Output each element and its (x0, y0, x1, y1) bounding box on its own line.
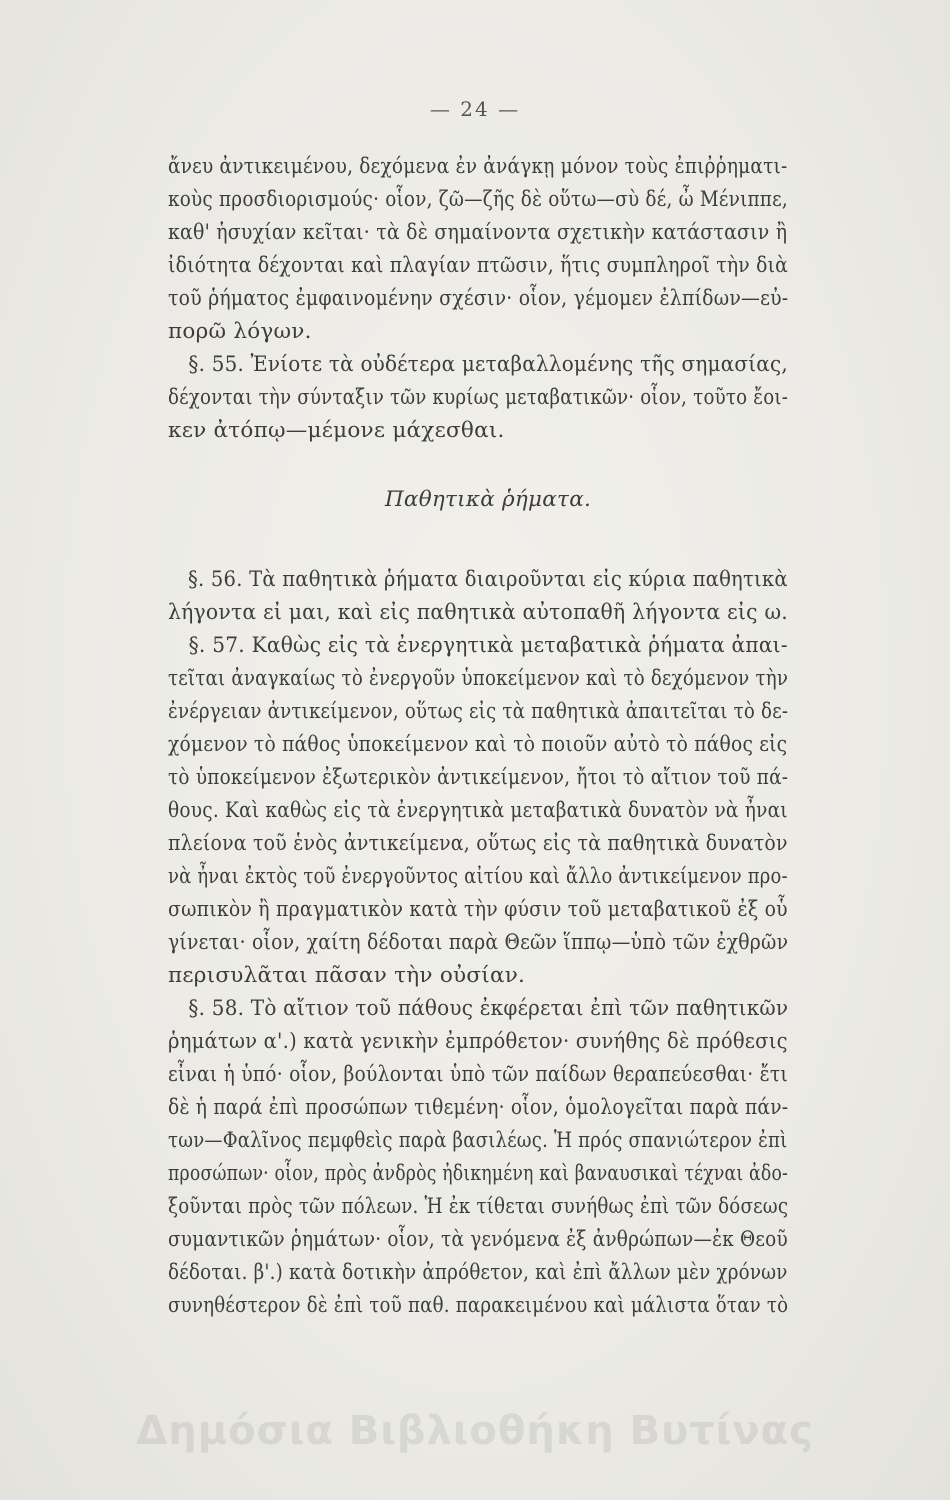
section-heading: Παθητικὰ ῥήματα. (384, 487, 592, 512)
text-line: πορῶ λόγων. (168, 319, 312, 344)
text-line: δέδοται. β'.) κατὰ δοτικὴν ἀπρόθετον, καὶ ἐπὶ ἄλλων μὲν χρόνων (168, 1260, 788, 1285)
text-line: ἰδιότητα δέχονται καὶ πλαγίαν πτῶσιν, ἥτις συμπληροῖ τὴν διὰ (168, 253, 789, 278)
text-line: σωπικὸν ἢ πραγματικὸν κατὰ τὴν φύσιν τοῦ μεταβατικοῦ ἐξ οὗ (168, 897, 788, 922)
spacer (168, 539, 768, 563)
paragraph-55-start: §. 55. Ἐνίοτε τὰ οὐδέτερα μεταβαλλομένης τῆς σημασίας, (188, 352, 788, 377)
text-line: τὸ ὑποκείμενον ἐξωτερικὸν ἀντικείμενον, ἤτοι τὸ αἴτιον τοῦ πά- (168, 765, 789, 790)
body-text (168, 150, 789, 1322)
paragraph-57-start: §. 57. Καθὼς εἰς τὰ ἐνεργητικὰ μεταβατικὰ ῥήματα ἀπαι- (188, 633, 788, 658)
text-line: περισυλᾶται πᾶσαν τὴν οὐσίαν. (168, 963, 526, 988)
spacer (168, 447, 768, 461)
paragraph-58-start: §. 58. Τὸ αἴτιον τοῦ πάθους ἐκφέρεται ἐπὶ τῶν παθητικῶν (188, 996, 789, 1021)
text-line: δέχονται τὴν σύνταξιν τῶν κυρίως μεταβατικῶν· οἷον, τοῦτο ἔοι- (168, 385, 789, 410)
text-line: πλείονα τοῦ ἑνὸς ἀντικείμενα, οὕτως εἰς τὰ παθητικὰ δυνατὸν (168, 831, 788, 856)
text-line: κοὺς προσδιορισμούς· οἷον, ζῶ—ζῆς δὲ οὕτω—σὺ δέ, ὦ Μένιππε, (168, 187, 788, 212)
text-line: εἶναι ἡ ὑπό· οἷον, βούλονται ὑπὸ τῶν παίδων θεραπεύεσθαι· ἔτι (168, 1062, 788, 1087)
text-line: ῥημάτων α'.) κατὰ γενικὴν ἐμπρόθετον· συνήθης δὲ πρόθεσις (168, 1029, 788, 1054)
text-line: κεν ἀτόπῳ—μέμονε μάχεσθαι. (168, 418, 505, 443)
text-line: νὰ ἦναι ἐκτὸς τοῦ ἐνεργοῦντος αἰτίου καὶ ἄλλο ἀντικείμενον προ- (168, 864, 788, 889)
text-line: χόμενον τὸ πάθος ὑποκείμενον καὶ τὸ ποιοῦν αὐτὸ τὸ πάθος εἰς (168, 732, 788, 757)
text-line: ἐνέργειαν ἀντικείμενον, οὕτως εἰς τὰ παθητικὰ ἀπαιτεῖται τὸ δε- (168, 699, 789, 724)
text-line: συμαντικῶν ῥημάτων· οἷον, τὰ γενόμενα ἐξ ἀνθρώπων—ἐκ Θεοῦ (168, 1227, 788, 1252)
text-line: των—Φαλῖνος πεμφθεὶς παρὰ βασιλέως. Ἡ πρός σπανιώτερον ἐπὶ (168, 1128, 788, 1153)
text-line: λήγοντα εἰ μαι, καὶ εἰς παθητικὰ αὐτοπαθῆ λήγοντα εἰς ω. (168, 600, 788, 625)
text-line: ξοῦνται πρὸς τῶν πόλεων. Ἡ ἐκ τίθεται συνήθως ἐπὶ τῶν δόσεως (168, 1194, 789, 1219)
text-line: προσώπων· οἷον, πρὸς ἀνδρὸς ἠδικημένη καὶ βαναυσικαὶ τέχναι ἀδο- (168, 1161, 789, 1186)
text-line: συνηθέστερον δὲ ἐπὶ τοῦ παθ. παρακειμένου καὶ μάλιστα ὅταν τὸ (168, 1293, 789, 1318)
text-line: τεῖται ἀναγκαίως τὸ ἐνεργοῦν ὑποκείμενον καὶ τὸ δεχόμενον τὴν (168, 666, 789, 691)
paragraph-56-start: §. 56. Τὰ παθητικὰ ῥήματα διαιροῦνται εἰς κύρια παθητικὰ (187, 567, 788, 592)
library-watermark: Δημόσια Βιβλιοθήκη Βυτίνας (136, 1408, 814, 1454)
text-line: καθ' ἡσυχίαν κεῖται· τὰ δὲ σημαίνοντα σχετικὴν κατάστασιν ἢ (168, 220, 788, 245)
text-line: δὲ ἡ παρά ἐπὶ προσώπων τιθεμένη· οἷον, ὁμολογεῖται παρὰ πάν- (168, 1095, 789, 1120)
text-line: γίνεται· οἷον, χαίτη δέδοται παρὰ Θεῶν ἵππῳ—ὑπὸ τῶν ἐχθρῶν (168, 930, 789, 955)
text-line: τοῦ ῥήματος ἐμφαινομένην σχέσιν· οἷον, γέμομεν ἐλπίδων—εὐ- (168, 286, 789, 311)
page-number: — 24 — (429, 97, 521, 121)
text-line: ἄνευ ἀντικειμένου, δεχόμενα ἐν ἀνάγκῃ μόνον τοὺς ἐπιῤῥηματι- (168, 154, 788, 179)
text-line: θους. Καὶ καθὼς εἰς τὰ ἐνεργητικὰ μεταβατικὰ δυνατὸν νὰ ἦναι (168, 798, 788, 823)
